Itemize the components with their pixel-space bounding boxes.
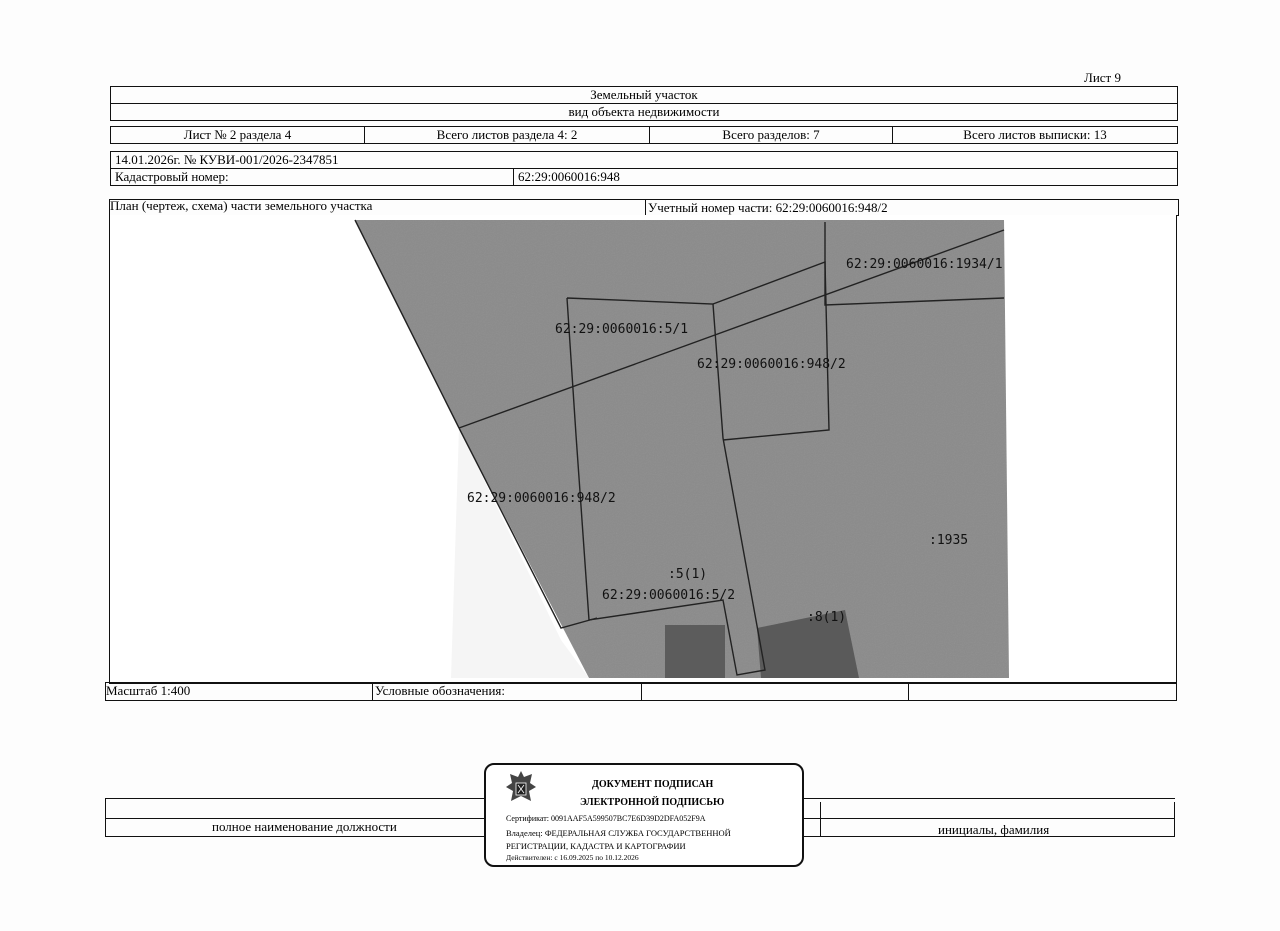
owner-line-2: РЕГИСТРАЦИИ, КАДАСТРА И КАРТОГРАФИИ [506,841,686,851]
label-948-2-top: 62:29:0060016:948/2 [697,357,846,372]
label-1934: 62:29:0060016:1934/1 [846,257,1003,272]
label-1935: :1935 [929,533,969,548]
e-signature-stamp [484,763,804,867]
doc-info-table [110,151,1178,186]
plan-title: План (чертеж, схема) части земельного участка [110,198,373,213]
footer-left-edge [105,798,106,836]
name-caption: инициалы, фамилия [938,822,1050,837]
signed-line-1: ДОКУМЕНТ ПОДПИСАН [592,779,714,790]
label-948-2-left: 62:29:0060016:948/2 [467,491,616,506]
object-type-value: Земельный участок [111,87,1178,104]
footer-divider [820,802,821,836]
plan-svg [110,215,1176,683]
certificate: Сертификат: 0091AAF5A599507BC7E6D39D2DFA052F9A [506,814,706,823]
footer-right-edge [1174,802,1175,836]
valid-dates: Действителен: с 16.09.2025 по 10.12.2026 [506,853,639,862]
sheet-number: Лист 9 [1084,70,1121,85]
signed-line-2: ЭЛЕКТРОННОЙ ПОДПИСЬЮ [580,797,725,808]
legend-label: Условные обозначения: [372,683,641,700]
object-type-caption: вид объекта недвижимости [111,104,1178,121]
cadastral-number: 62:29:0060016:948 [514,169,1178,186]
position-caption: полное наименование должности [212,819,397,834]
label-5-2: 62:29:0060016:5/2 [602,588,736,603]
dark-block-1 [665,625,725,678]
label-5-1: 62:29:0060016:5/1 [555,322,689,337]
doc-ref: 14.01.2026г. № КУВИ-001/2026-2347851 [111,152,1178,169]
cadastral-label: Кадастровый номер: [111,169,514,186]
coat-of-arms-icon [504,769,538,809]
section-sheets-total: Всего листов раздела 4: 2 [365,127,650,144]
extract-sheets-total: Всего листов выписки: 13 [893,127,1178,144]
label-5-1-short: :5(1) [668,567,708,582]
label-8-1: :8(1) [807,610,847,625]
owner-line-1: Владелец: ФЕДЕРАЛЬНАЯ СЛУЖБА ГОСУДАРСТВЕННОЙ [506,828,731,838]
legend-row [105,682,1177,701]
part-number: Учетный номер части: 62:29:0060016:948/2 [645,200,888,215]
object-type-table [110,86,1178,121]
sections-total: Всего разделов: 7 [650,127,893,144]
sheet-of-section: Лист № 2 раздела 4 [111,127,365,144]
scale: Масштаб 1:400 [106,683,191,698]
plan-drawing [109,215,1177,684]
legend-cell-2 [641,683,908,700]
counters-table [110,126,1178,144]
legend-cell-3 [908,683,909,700]
plan-title-row [109,199,1179,216]
